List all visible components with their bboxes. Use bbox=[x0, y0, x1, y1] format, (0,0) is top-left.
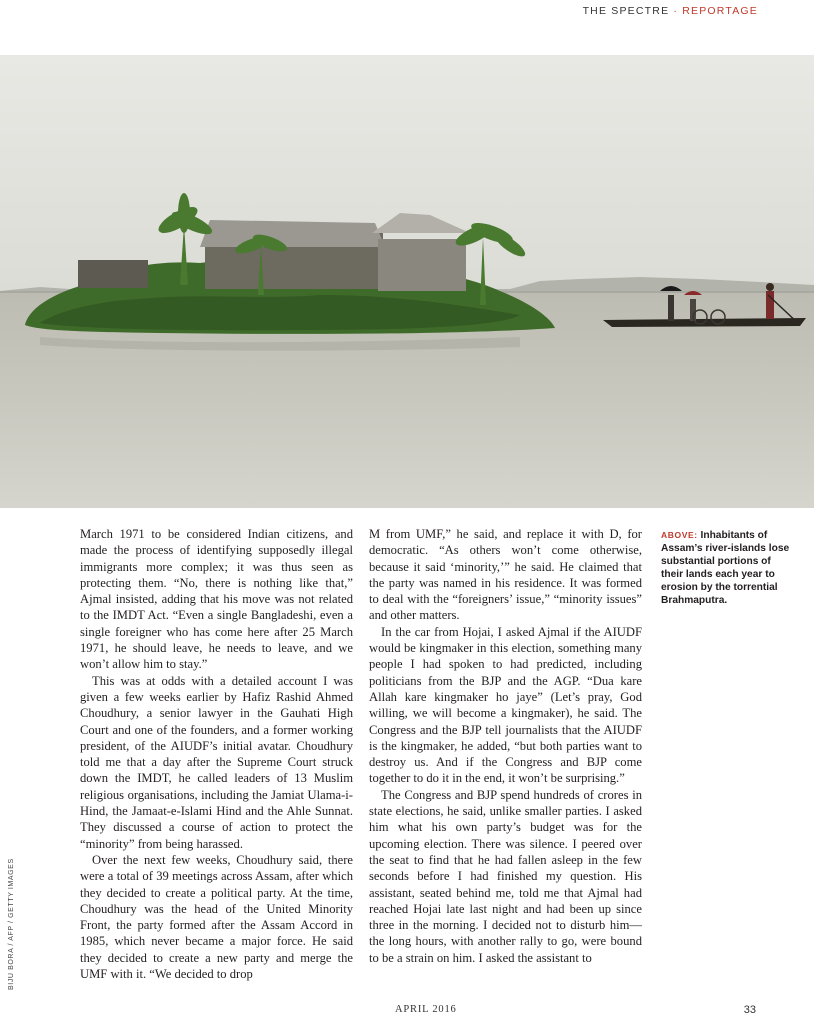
article-column-1 bbox=[80, 526, 353, 982]
magazine-name: THE SPECTRE bbox=[582, 5, 670, 17]
caption-lead: ABOVE: bbox=[661, 530, 698, 540]
page-number: 33 bbox=[743, 1004, 756, 1016]
paragraph: M from UMF,” he said, and replace it with D, for democratic. “As others won’t come otherwise, because it said ‘minority,’” he said. He claimed that the party was named in his residence. It was formed to deal with the “foreigners’ issue,” “minority issues” and other matters. bbox=[369, 527, 642, 623]
tin-roof bbox=[200, 220, 385, 247]
paragraph: This was at odds with a detailed account I was given a few weeks earlier by Hafiz Rashid Ahmed Choudhury, a senior lawyer in the Gauhati High Court and one of the founders, and a former working president, of the AIUDF’s initial avatar. Choudhury told me that a day after the Supreme Court struck down the IMDT, he called leaders of 13 Muslim religious organisations, including the Jamiat Ulama-i-Hind, the Jamaat-e-Islami Hind and the Ahle Sunnat. They discussed a course of action to protect the “minority” from being harassed. bbox=[80, 673, 353, 851]
paragraph: March 1971 to be considered Indian citizens, and made the process of identifying supposedly illegal immigrants more complex; it was thus seen as protecting them. “No, there is nothing like that,” Ajmal insisted, adding that his move was not related to the IMDT Act. “Even a single Bangladeshi, even a single foreigner who has come here after 25 March 1971, he should leave, he needs to leave, and we won’t allow him to stay.” bbox=[80, 527, 353, 672]
paragraph: Over the next few weeks, Choudhury said, there were a total of 39 meetings across Assam, after which they decided to create a political party. At the time, Choudhury was the head of the United Minority Front, the party formed after the Assam Accord in 1985, which never became a major force. He said they decided to create a new party and merge the UMF with it. “We decided to drop bbox=[80, 852, 353, 982]
caption-text: Inhabitants of Assam’s river-islands lose substantial portions of their lands each year to erosion by the torrential Brahmaputra. bbox=[661, 530, 790, 606]
flood-island-photo bbox=[0, 55, 814, 508]
photo-caption bbox=[661, 529, 791, 607]
issue-date: APRIL 2016 bbox=[395, 1004, 457, 1015]
paragraph: In the car from Hojai, I asked Ajmal if the AIUDF would be kingmaker in this election, something many people I had spoken to had predicted, including politicians from the BJP and the AGP. “Dua kare Allah kare kingmaker ho jaye” (Let’s pray, God willing, we will become a kingmaker), he said. The Congress and the BJP tell journalists that the AIUDF is the kingmaker, he added, “but both parties want to destroy us. And if the Congress and BJP come together to do it in the end, it won’t be surprising.” bbox=[369, 624, 642, 786]
article-column-2 bbox=[369, 526, 642, 966]
paragraph: The Congress and BJP spend hundreds of crores in state elections, he said, unlike smaller parties. I asked him what his own party’s budget was for the upcoming election. There was silence. I peered over the seat to find that he had fallen asleep in the few seconds before I had finished my question. His assistant, seated behind me, told me that Ajmal had reached Hojai late last night and had been up since three in the morning. I decided not to disturb him—the long hours, with another rally to go, were bound to be a strain on him. I asked the assistant to bbox=[369, 787, 642, 965]
header-separator: · bbox=[673, 5, 679, 17]
running-header bbox=[583, 5, 758, 17]
photo-credit: BIJU BORA / AFP / GETTY IMAGES bbox=[8, 858, 15, 990]
house-wall-right bbox=[378, 239, 466, 291]
section-name: REPORTAGE bbox=[682, 5, 758, 17]
